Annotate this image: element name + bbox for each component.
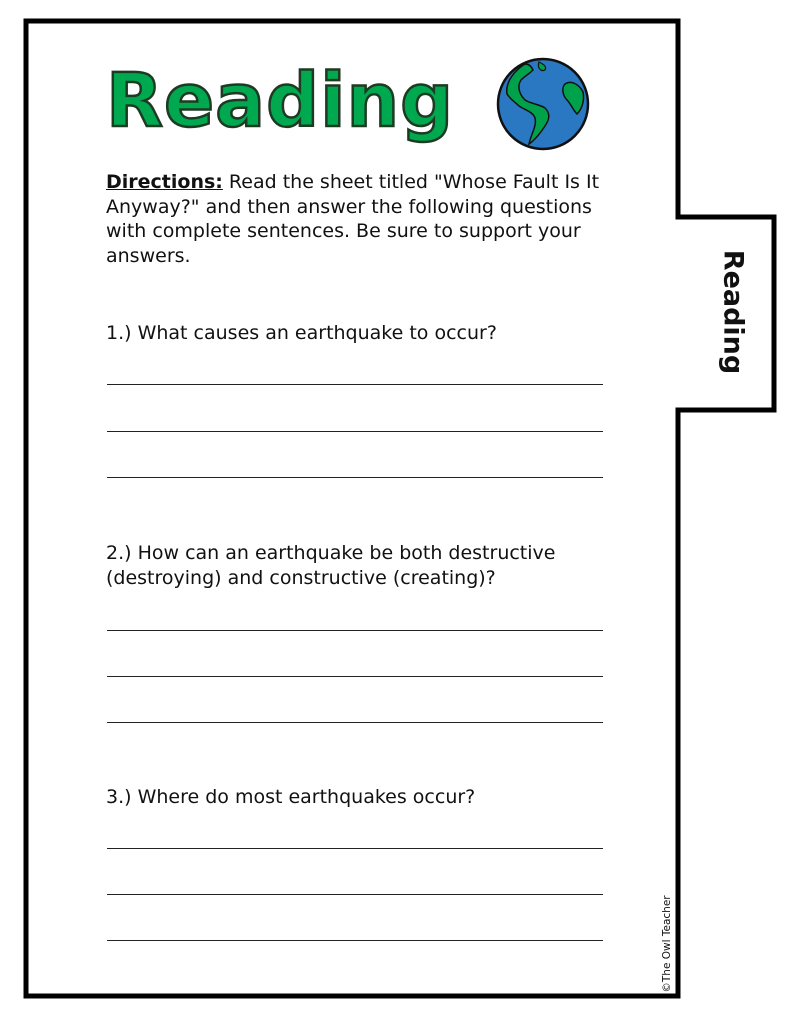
tab-label: Reading — [717, 249, 749, 375]
directions-text: Read the sheet titled "Whose Fault Is It Anyway?" and then answer the following questions with complete sentences. Be sure to support your answers. — [106, 171, 600, 267]
globe-icon — [495, 56, 591, 152]
question-1: 1.) What causes an earthquake to occur? — [106, 322, 497, 344]
directions — [106, 170, 616, 268]
answer-line[interactable] — [107, 940, 603, 941]
copyright: ©The Owl Teacher — [661, 895, 673, 993]
answer-line[interactable] — [107, 894, 603, 895]
answer-line[interactable] — [107, 384, 603, 385]
answer-line[interactable] — [107, 848, 603, 849]
answer-line[interactable] — [107, 676, 603, 677]
answer-line[interactable] — [107, 722, 603, 723]
answer-line[interactable] — [107, 630, 603, 631]
page-title: Reading — [106, 58, 455, 144]
answer-line[interactable] — [107, 431, 603, 432]
question-3: 3.) Where do most earthquakes occur? — [106, 786, 476, 808]
answer-line[interactable] — [107, 477, 603, 478]
directions-label: Directions: — [106, 171, 223, 193]
question-2: 2.) How can an earthquake be both destructive (destroying) and constructive (creating)? — [106, 542, 556, 589]
